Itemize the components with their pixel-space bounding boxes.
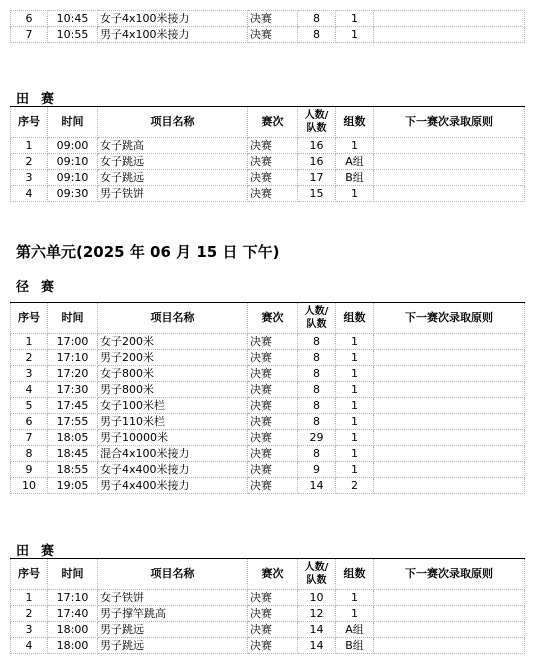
cell-event: 男子4x400米接力: [98, 478, 248, 494]
cell-rule: [374, 138, 525, 154]
table-row: [11, 382, 525, 398]
header-count-line1: 人数/: [304, 306, 329, 317]
header-group: 组数: [336, 107, 374, 138]
cell-round: 决赛: [248, 462, 298, 478]
table-row: [11, 334, 525, 350]
cell-time: 18:00: [48, 638, 98, 654]
cell-seq: 5: [11, 398, 48, 414]
cell-rule: [374, 382, 525, 398]
table-row: [11, 138, 525, 154]
cell-round: 决赛: [248, 478, 298, 494]
cell-group: 1: [336, 11, 374, 27]
cell-time: 18:45: [48, 446, 98, 462]
cell-round: 决赛: [248, 186, 298, 202]
cell-rule: [374, 350, 525, 366]
cell-group: B组: [336, 638, 374, 654]
cell-seq: 2: [11, 154, 48, 170]
cell-round: 决赛: [248, 590, 298, 606]
cell-seq: 1: [11, 590, 48, 606]
table-row: [11, 638, 525, 654]
cell-time: 17:40: [48, 606, 98, 622]
cell-seq: 3: [11, 366, 48, 382]
cell-time: 17:20: [48, 366, 98, 382]
cell-rule: [374, 446, 525, 462]
cell-round: 决赛: [248, 334, 298, 350]
cell-seq: 7: [11, 27, 48, 43]
cell-round: 决赛: [248, 170, 298, 186]
cell-group: 1: [336, 350, 374, 366]
cell-group: 1: [336, 414, 374, 430]
header-time: 时间: [48, 303, 98, 334]
cell-time: 17:00: [48, 334, 98, 350]
cell-group: 1: [336, 606, 374, 622]
cell-event: 女子跳远: [98, 154, 248, 170]
cell-count: 8: [298, 366, 336, 382]
header-count-line1: 人数/: [304, 110, 329, 121]
cell-event: 男子跳远: [98, 622, 248, 638]
cell-rule: [374, 462, 525, 478]
cell-round: 决赛: [248, 154, 298, 170]
cell-time: 17:45: [48, 398, 98, 414]
cell-time: 17:10: [48, 590, 98, 606]
header-seq: 序号: [11, 559, 48, 590]
cell-event: 女子铁饼: [98, 590, 248, 606]
cell-rule: [374, 638, 525, 654]
section-title-field: 田赛: [16, 92, 67, 107]
cell-seq: 7: [11, 430, 48, 446]
section-title-track: 径赛: [16, 280, 67, 295]
cell-group: 1: [336, 186, 374, 202]
cell-time: 10:55: [48, 27, 98, 43]
cell-rule: [374, 170, 525, 186]
header-rule: 下一赛次录取原则: [374, 303, 525, 334]
header-rule: 下一赛次录取原则: [374, 559, 525, 590]
cell-event: 女子4x100米接力: [98, 11, 248, 27]
cell-seq: 2: [11, 350, 48, 366]
header-rule: 下一赛次录取原则: [374, 107, 525, 138]
cell-count: 9: [298, 462, 336, 478]
table-body: [11, 590, 525, 654]
cell-time: 09:30: [48, 186, 98, 202]
cell-rule: [374, 186, 525, 202]
header-group: 组数: [336, 559, 374, 590]
cell-event: 男子铁饼: [98, 186, 248, 202]
table-row: [11, 622, 525, 638]
cell-group: A组: [336, 154, 374, 170]
cell-rule: [374, 590, 525, 606]
table-row: [11, 27, 525, 43]
cell-count: 8: [298, 27, 336, 43]
header-row: [11, 303, 525, 334]
cell-round: 决赛: [248, 414, 298, 430]
cell-group: 1: [336, 138, 374, 154]
header-count: [298, 107, 336, 138]
cell-event: 男子110米栏: [98, 414, 248, 430]
cell-group: 1: [336, 446, 374, 462]
header-seq: 序号: [11, 107, 48, 138]
header-row: [11, 559, 525, 590]
cell-event: 女子跳高: [98, 138, 248, 154]
cell-seq: 1: [11, 138, 48, 154]
header-time: 时间: [48, 559, 98, 590]
cell-rule: [374, 27, 525, 43]
table-row: [11, 11, 525, 27]
cell-rule: [374, 11, 525, 27]
cell-seq: 10: [11, 478, 48, 494]
cell-seq: 8: [11, 446, 48, 462]
cell-count: 8: [298, 350, 336, 366]
cell-seq: 6: [11, 414, 48, 430]
table-row: [11, 398, 525, 414]
cell-count: 16: [298, 154, 336, 170]
table-row: [11, 430, 525, 446]
cell-count: 8: [298, 446, 336, 462]
cell-round: 决赛: [248, 382, 298, 398]
table-row: [11, 170, 525, 186]
header-round: 赛次: [248, 107, 298, 138]
cell-time: 18:00: [48, 622, 98, 638]
table-row: [11, 350, 525, 366]
header-time: 时间: [48, 107, 98, 138]
header-count-line1: 人数/: [304, 562, 329, 573]
table-row: [11, 186, 525, 202]
cell-rule: [374, 366, 525, 382]
cell-count: 8: [298, 414, 336, 430]
cell-rule: [374, 430, 525, 446]
table-row: [11, 154, 525, 170]
cell-count: 14: [298, 478, 336, 494]
cell-event: 混合4x100米接力: [98, 446, 248, 462]
cell-group: 1: [336, 462, 374, 478]
cell-count: 17: [298, 170, 336, 186]
header-count-line2: 队数: [306, 319, 327, 330]
cell-event: 女子200米: [98, 334, 248, 350]
cell-count: 12: [298, 606, 336, 622]
header-round: 赛次: [248, 303, 298, 334]
cell-time: 18:55: [48, 462, 98, 478]
cell-count: 15: [298, 186, 336, 202]
cell-round: 决赛: [248, 638, 298, 654]
table-body: [11, 334, 525, 494]
cell-seq: 2: [11, 606, 48, 622]
cell-count: 14: [298, 622, 336, 638]
header-count-line2: 队数: [306, 123, 327, 134]
cell-event: 男子4x100米接力: [98, 27, 248, 43]
header-event: 项目名称: [98, 303, 248, 334]
cell-group: 1: [336, 366, 374, 382]
cell-time: 19:05: [48, 478, 98, 494]
header-group: 组数: [336, 303, 374, 334]
cell-count: 29: [298, 430, 336, 446]
field-table-unit6: [10, 558, 525, 654]
cell-time: 09:10: [48, 154, 98, 170]
cell-round: 决赛: [248, 606, 298, 622]
cell-time: 18:05: [48, 430, 98, 446]
cell-seq: 4: [11, 186, 48, 202]
cell-rule: [374, 334, 525, 350]
cell-round: 决赛: [248, 350, 298, 366]
cell-event: 男子撑竿跳高: [98, 606, 248, 622]
table-header: [11, 559, 525, 590]
cell-group: A组: [336, 622, 374, 638]
cell-event: 女子跳远: [98, 170, 248, 186]
cell-time: 17:55: [48, 414, 98, 430]
cell-group: B组: [336, 170, 374, 186]
unit-title: 第六单元(2025 年 06 月 15 日 下午): [16, 243, 280, 261]
table-row: [11, 478, 525, 494]
cell-time: 09:00: [48, 138, 98, 154]
cell-round: 决赛: [248, 11, 298, 27]
cell-round: 决赛: [248, 430, 298, 446]
cell-round: 决赛: [248, 138, 298, 154]
cell-group: 1: [336, 398, 374, 414]
table-header: [11, 303, 525, 334]
table-body: [11, 138, 525, 202]
cell-group: 1: [336, 27, 374, 43]
cell-round: 决赛: [248, 27, 298, 43]
cell-rule: [374, 606, 525, 622]
cell-round: 决赛: [248, 622, 298, 638]
section-title-field: 田赛: [16, 544, 67, 559]
header-event: 项目名称: [98, 107, 248, 138]
cell-event: 男子10000米: [98, 430, 248, 446]
table-row: [11, 446, 525, 462]
cell-round: 决赛: [248, 366, 298, 382]
field-table-unit5: [10, 106, 525, 202]
cell-count: 10: [298, 590, 336, 606]
cell-time: 09:10: [48, 170, 98, 186]
cell-event: 女子800米: [98, 366, 248, 382]
cell-seq: 6: [11, 11, 48, 27]
table-row: [11, 606, 525, 622]
cell-event: 女子100米栏: [98, 398, 248, 414]
cell-event: 男子800米: [98, 382, 248, 398]
header-row: [11, 107, 525, 138]
header-round: 赛次: [248, 559, 298, 590]
cell-rule: [374, 154, 525, 170]
table-row: [11, 366, 525, 382]
cell-group: 1: [336, 334, 374, 350]
cell-group: 1: [336, 382, 374, 398]
header-count-line2: 队数: [306, 575, 327, 586]
header-count: [298, 559, 336, 590]
header-count: [298, 303, 336, 334]
cell-time: 17:30: [48, 382, 98, 398]
table-row: [11, 414, 525, 430]
cell-seq: 3: [11, 622, 48, 638]
cell-group: 2: [336, 478, 374, 494]
cell-seq: 4: [11, 382, 48, 398]
cell-time: 10:45: [48, 11, 98, 27]
cell-seq: 3: [11, 170, 48, 186]
cell-round: 决赛: [248, 446, 298, 462]
cell-time: 17:10: [48, 350, 98, 366]
cell-rule: [374, 622, 525, 638]
table-body: [11, 11, 525, 43]
cell-group: 1: [336, 590, 374, 606]
cell-rule: [374, 414, 525, 430]
table-header: [11, 107, 525, 138]
header-seq: 序号: [11, 303, 48, 334]
cell-event: 男子跳远: [98, 638, 248, 654]
prev-field-table-fragment: [10, 10, 525, 43]
table-row: [11, 462, 525, 478]
cell-event: 男子200米: [98, 350, 248, 366]
cell-seq: 1: [11, 334, 48, 350]
cell-count: 8: [298, 382, 336, 398]
table-row: [11, 590, 525, 606]
header-event: 项目名称: [98, 559, 248, 590]
cell-count: 8: [298, 334, 336, 350]
cell-count: 16: [298, 138, 336, 154]
track-table-unit6: [10, 302, 525, 494]
cell-seq: 4: [11, 638, 48, 654]
cell-rule: [374, 478, 525, 494]
cell-event: 女子4x400米接力: [98, 462, 248, 478]
cell-group: 1: [336, 430, 374, 446]
cell-round: 决赛: [248, 398, 298, 414]
cell-count: 8: [298, 398, 336, 414]
cell-rule: [374, 398, 525, 414]
cell-count: 14: [298, 638, 336, 654]
cell-count: 8: [298, 11, 336, 27]
cell-seq: 9: [11, 462, 48, 478]
